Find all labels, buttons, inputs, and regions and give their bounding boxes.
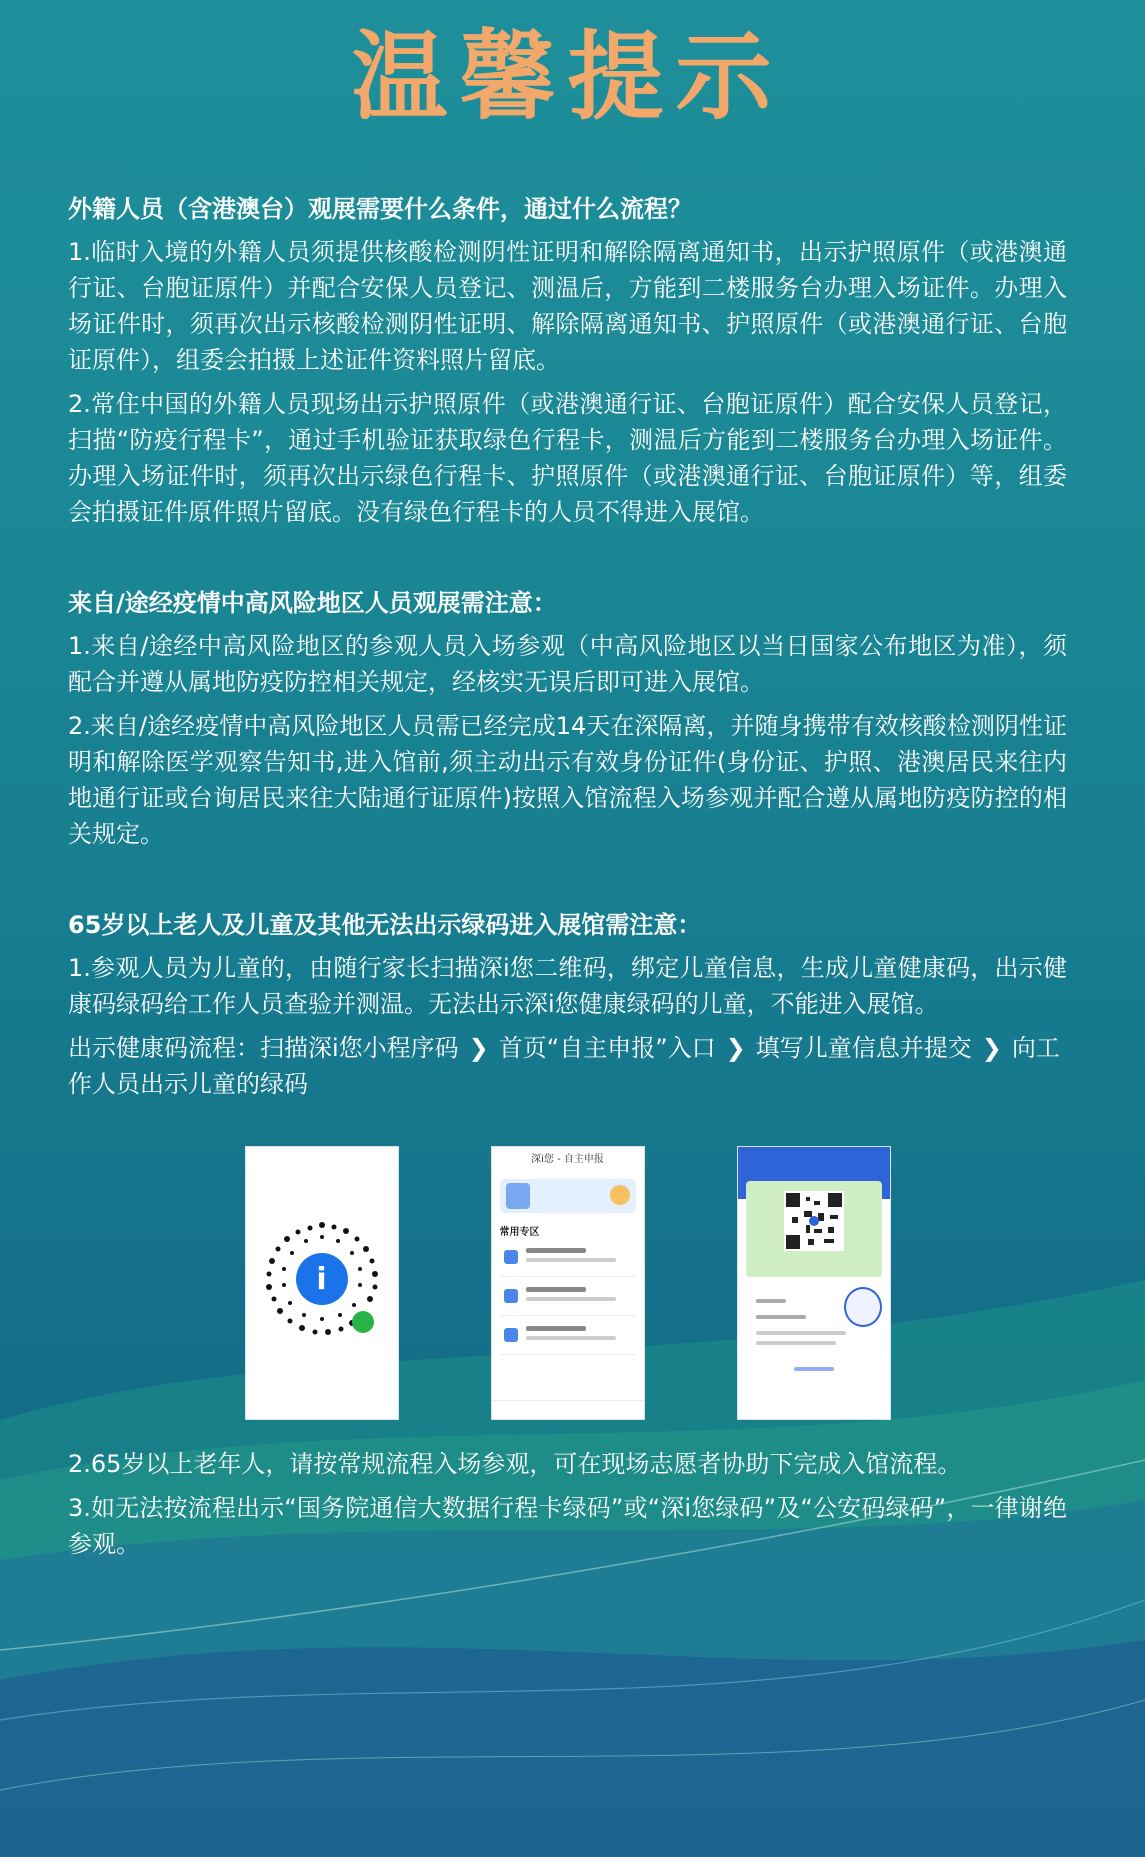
section-paragraph: 1.来自/途经中高风险地区的参观人员入场参观（中高风险地区以当日国家公布地区为准），须配合并遵从属地防疫防控相关规定，经核实无误后即可进入展馆。 (68, 632, 1067, 696)
list-item (500, 1283, 636, 1316)
badge-icon (610, 1185, 630, 1205)
remaining-notes (68, 1446, 1067, 1562)
mini-program-qr-image (245, 1146, 399, 1420)
list-item (500, 1322, 636, 1355)
shen-logo-icon: i (296, 1253, 348, 1305)
robot-icon (506, 1183, 530, 1209)
self-declare-screenshot (491, 1146, 645, 1420)
flow-label: 出示健康码流程： (68, 1034, 260, 1062)
illustration-row (68, 1146, 1067, 1420)
mascot-icon (844, 1287, 882, 1327)
document-icon (504, 1289, 518, 1303)
tab-bar (492, 1400, 644, 1419)
chevron-right-icon: ❯ (981, 1034, 1002, 1062)
flow-step: 填写儿童信息并提交 (755, 1034, 972, 1062)
section-paragraph: 2.65岁以上老年人，请按常规流程入场参观，可在现场志愿者协助下完成入馆流程。 (68, 1450, 962, 1478)
building-icon (504, 1328, 518, 1342)
location-icon (504, 1250, 518, 1264)
flow-step: 扫描深i您小程序码 (260, 1034, 459, 1062)
list-item (500, 1244, 636, 1277)
green-code-box (746, 1181, 882, 1277)
qr-code (262, 1219, 382, 1339)
page-title: 温馨提示 (351, 21, 784, 133)
section-risk-areas (68, 586, 1067, 852)
section-paragraph: 1.临时入境的外籍人员须提供核酸检测阴性证明和解除隔离通知书，出示护照原件（或港澳通行证、台胞证原件）并配合安保人员登记、测温后，方能到二楼服务台办理入场证件。办理入场证件时，须再次出示核酸检测阴性证明、解除隔离通知书、护照原件（或港澳通行证、台胞证原件），组委会拍摄上述证件资料照片留底。 (68, 238, 1067, 374)
section-label: 常用专区 (499, 1227, 540, 1238)
section-heading: 外籍人员（含港澳台）观展需要什么条件，通过什么流程？ (68, 195, 692, 223)
section-paragraph: 3.如无法按流程出示“国务院通信大数据行程卡绿码”或“深i您绿码”及“公安码绿码”，一律谢绝参观。 (68, 1494, 1067, 1558)
chevron-right-icon: ❯ (725, 1034, 746, 1062)
chevron-right-icon: ❯ (468, 1034, 489, 1062)
health-code-flow (68, 1030, 1067, 1102)
health-code-screenshot (737, 1146, 891, 1420)
section-heading: 65岁以上老人及儿童及其他无法出示绿码进入展馆需注意： (68, 911, 702, 939)
section-heading: 来自/途经疫情中高风险地区人员观展需注意： (68, 589, 557, 617)
flow-step: 向工作人员出示儿童的绿码 (68, 1034, 1060, 1098)
section-elderly-children (68, 908, 1067, 1562)
section-foreigners (68, 192, 1067, 530)
section-paragraph: 1.参观人员为儿童的，由随行家长扫描深i您二维码，绑定儿童信息，生成儿童健康码，出示健康码绿码给工作人员查验并测温。无法出示深i您健康绿码的儿童，不能进入展馆。 (68, 954, 1067, 1018)
wechat-badge-icon (352, 1311, 374, 1333)
phone-header: 深i您 - 自主申报 (531, 1154, 604, 1165)
section-paragraph: 2.常住中国的外籍人员现场出示护照原件（或港澳通行证、台胞证原件）配合安保人员登记，扫描“防疫行程卡”，通过手机验证获取绿色行程卡，测温后方能到二楼服务台办理入场证件。办理入场证件时，须再次出示绿色行程卡、护照原件（或港澳通行证、台胞证原件）等，组委会拍摄证件原件照片留底。没有绿色行程卡的人员不得进入展馆。 (68, 390, 1067, 526)
flow-step: 首页“自主申报”入口 (498, 1034, 716, 1062)
health-code-banner (500, 1179, 636, 1213)
section-paragraph: 2.来自/途经疫情中高风险地区人员需已经完成14天在深隔离，并随身携带有效核酸检测阴性证明和解除医学观察告知书,进入馆前,须主动出示有效身份证件(身份证、护照、港澳居民来往内地通行证或台询居民来往大陆通行证原件)按照入馆流程入场参观并配合遵从属地防疫防控的相关规定。 (68, 712, 1067, 848)
green-qr-code (784, 1191, 844, 1251)
